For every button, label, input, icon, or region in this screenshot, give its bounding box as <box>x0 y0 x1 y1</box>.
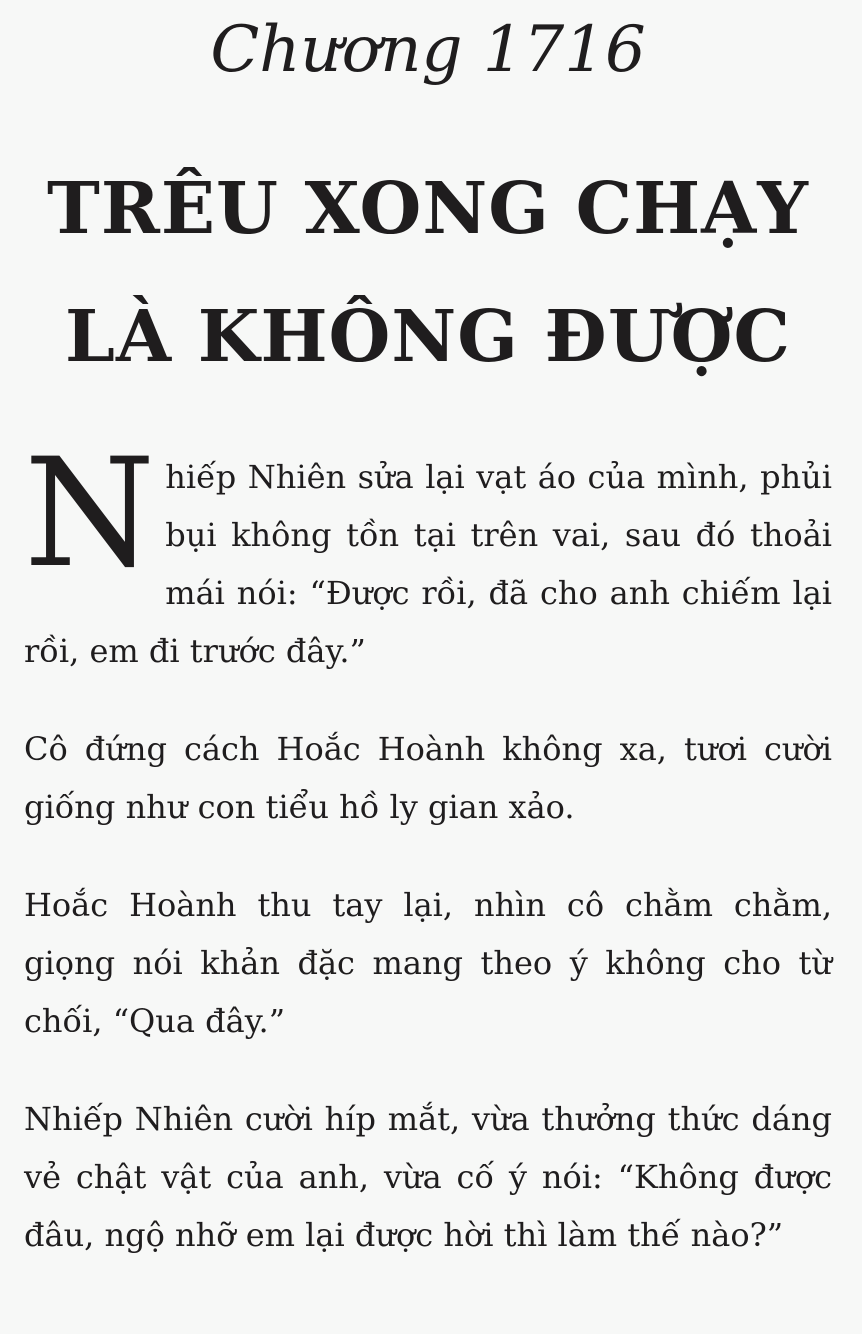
paragraph-text: hiếp Nhiên sửa lại vạt áo của mình, phủi bụi không tồn tại trên vai, sau đó thoải mái nói: “Được rồi, đã cho anh chiếm lại rồi, em đi trước đây.” <box>24 458 832 670</box>
drop-cap: N <box>24 427 156 601</box>
chapter-title-line-2: LÀ KHÔNG ĐƯỢC <box>65 294 791 378</box>
paragraph-3: Hoắc Hoành thu tay lại, nhìn cô chằm chằm, giọng nói khản đặc mang theo ý không cho từ chối, “Qua đây.” <box>24 886 832 1040</box>
paragraph-1 <box>24 427 832 680</box>
chapter-title-line-1: TRÊU XONG CHẠY <box>47 166 809 250</box>
chapter-number: Chương 1716 <box>210 13 646 87</box>
paragraph-4: Nhiếp Nhiên cười híp mắt, vừa thưởng thức dáng vẻ chật vật của anh, vừa cố ý nói: “Không được đâu, ngộ nhỡ em lại được hời thì làm thế nào?” <box>24 1100 832 1254</box>
chapter-body <box>24 427 832 1264</box>
chapter-title <box>24 144 832 400</box>
paragraph-2: Cô đứng cách Hoắc Hoành không xa, tươi cười giống như con tiểu hồ ly gian xảo. <box>24 730 832 826</box>
